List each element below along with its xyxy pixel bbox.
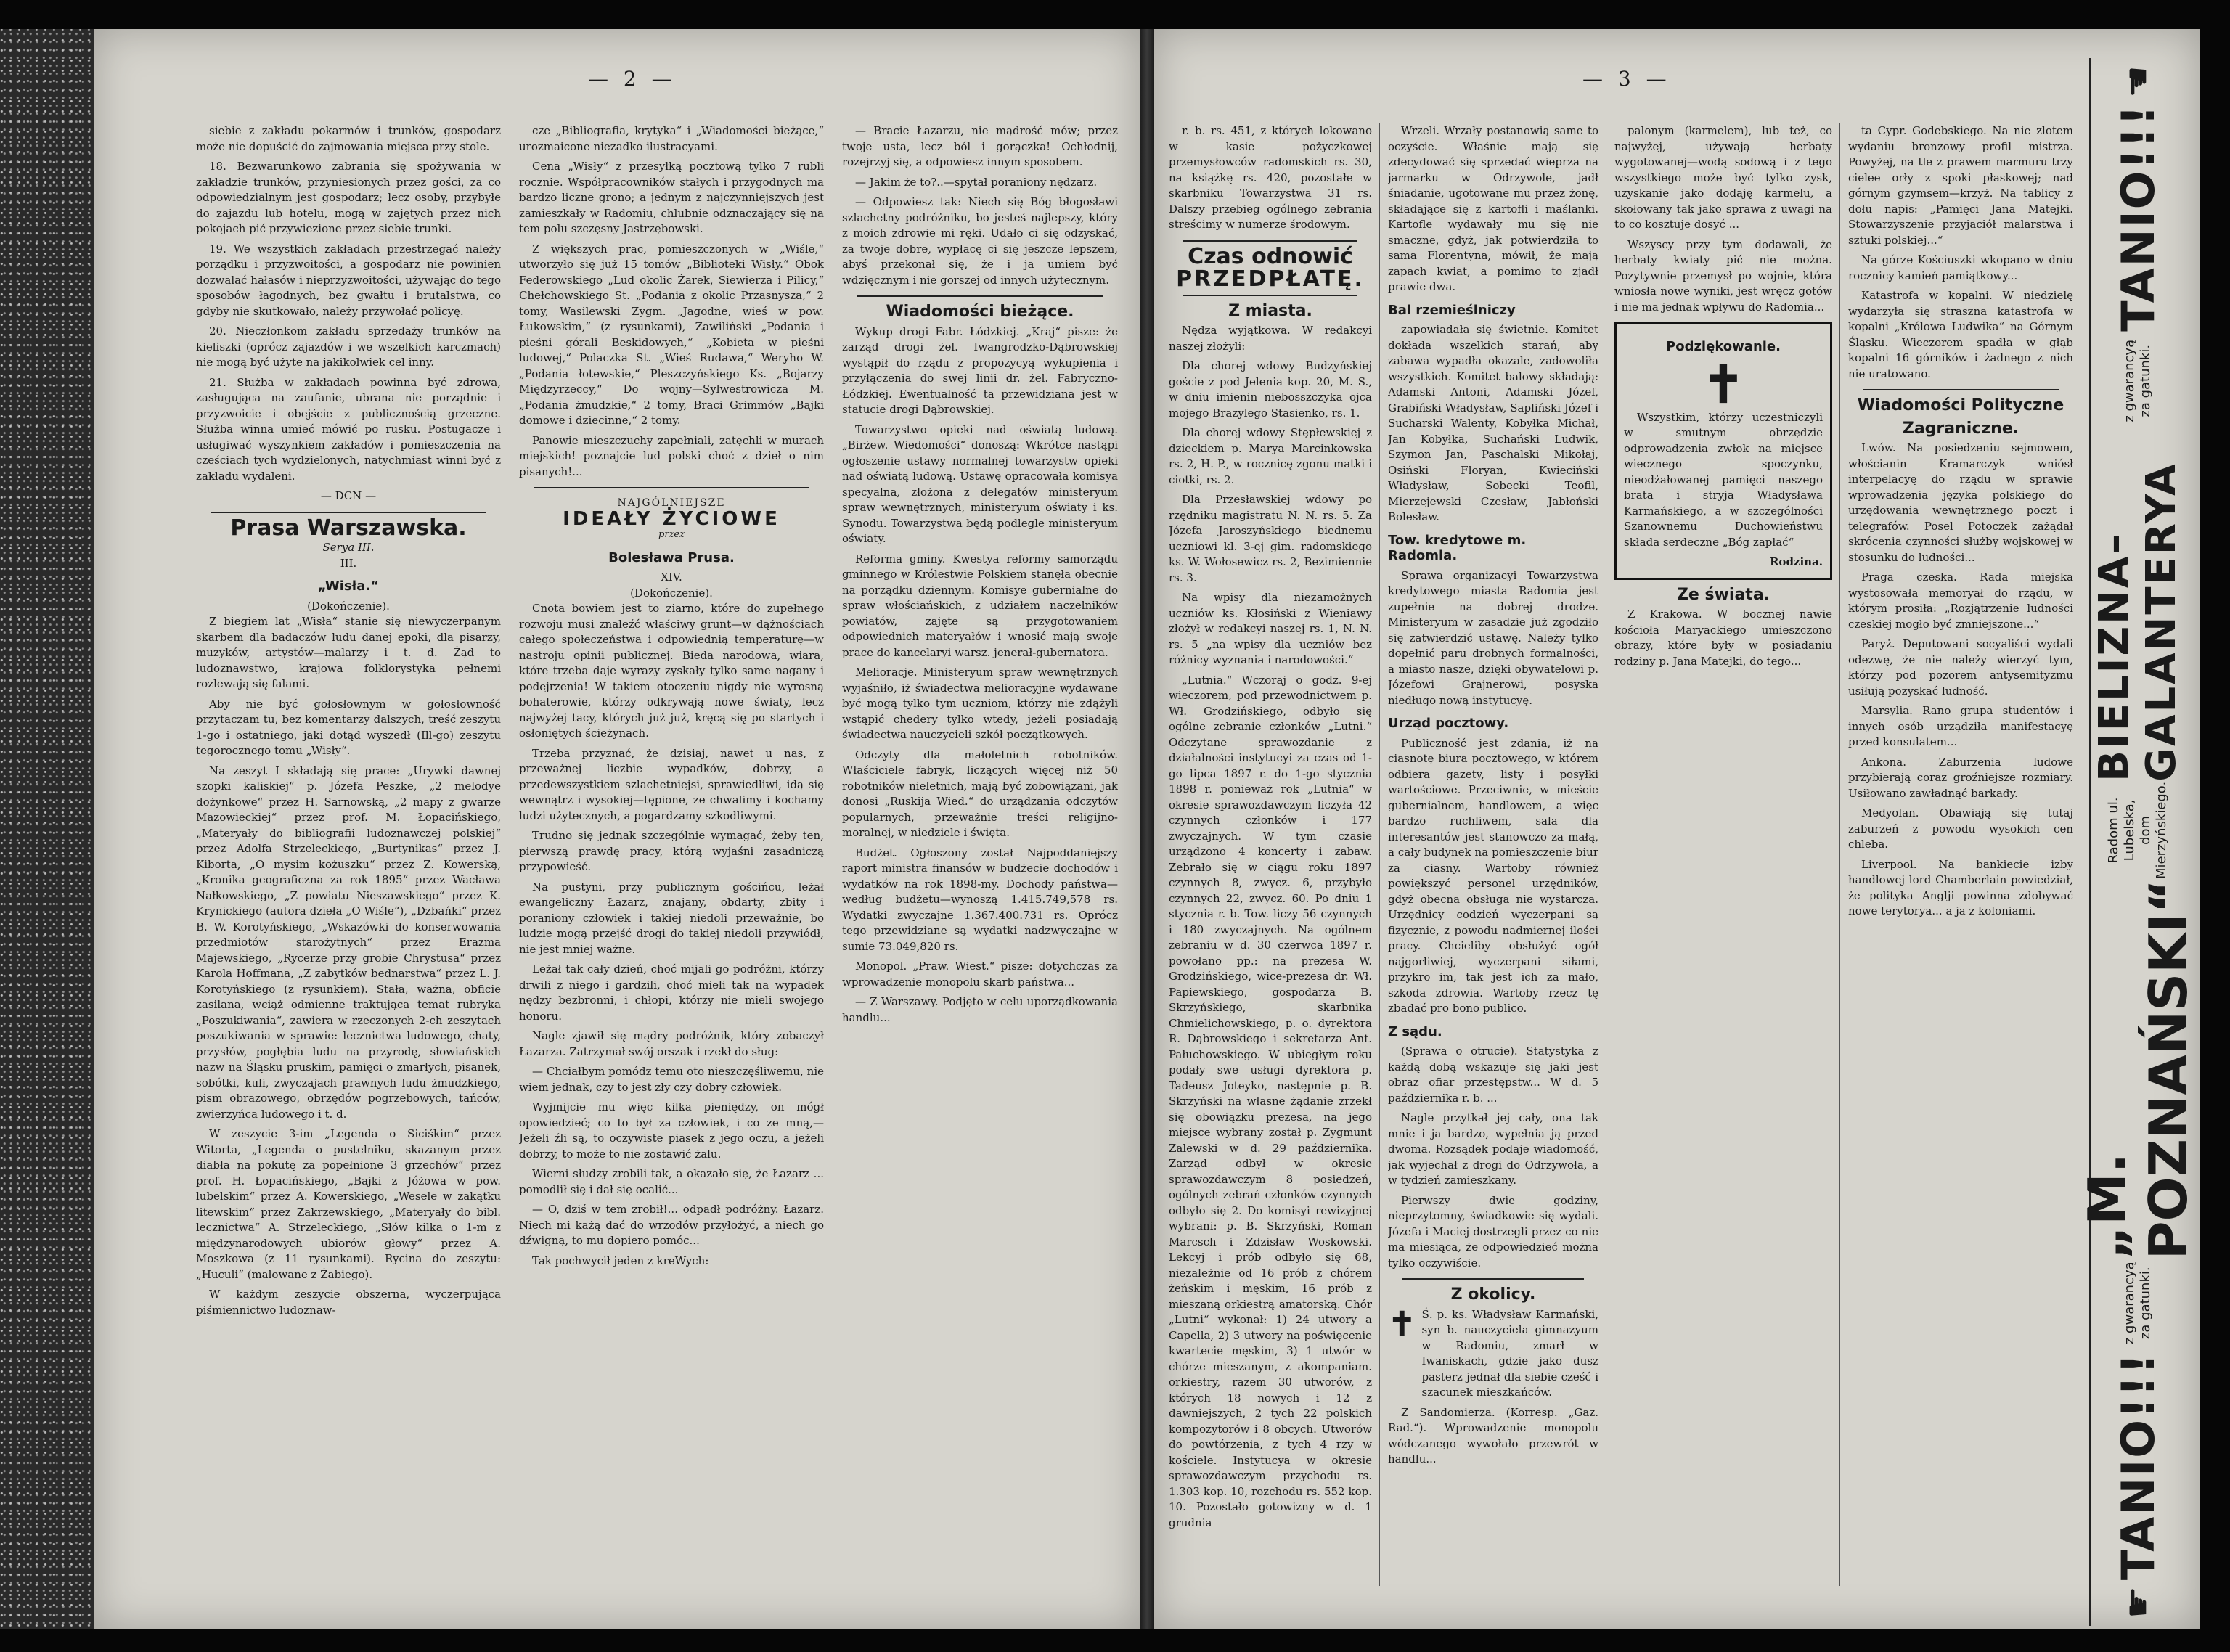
paragraph: siebie z zakładu pokarmów i trunków, gospodarz może nie dopuścić do zajmowania miejsca przy stole. (196, 124, 501, 153)
paragraph: — Jakim że to?..—spytał poraniony nędzarz. (855, 175, 1098, 189)
paragraph: — Chciałbym pomódz temu oto nieszczęśliwemu, nie wiem jednak, czy to jest zły czy dobry człowiek. (519, 1065, 824, 1094)
news-item: Dla chorej wdowy Budzyńskiej goście z pod Jelenia kop. 20, M. S., w dniu imienin niebosszczyka ojca mojego Brazylego Stasienko, rs. 1. (1169, 359, 1372, 420)
ad-tanio-right (2112, 65, 2165, 425)
pointing-hand-icon: ☛ (2117, 1586, 2159, 1619)
paragraph: — O, dziś w tem zrobił!... odpadł podróżny. Łazarz. Niech mi każą dać do wrzodów przyłożyć, a niech go dźwigną, to mu dopiero pomóc... (519, 1203, 824, 1247)
column-6 (1614, 123, 1832, 1600)
article-note: (Dokończenie). (630, 586, 713, 600)
paragraph: Nagle zjawił się mądry podróżnik, który zobaczył Łazarza. Zatrzymał swój orszak i rzekł do sług: (519, 1029, 824, 1058)
news-item: Nędza wyjątkowa. W redakcyi naszej złożyli: (1169, 324, 1372, 353)
paragraph: Na zeszyt I składają się prace: „Urywki dawnej szopki kaliskiej“ p. Józefa Peszke, „2 melodye dożynkowe“ przez H. Sarnowską, „2 mapy z gwarze Mazowieckiej“ przez prof. M. Łopacińskiego, „Materyały do bibliografii ludoznawczej polskiej“ przez Adolfa Strzeleckiego, „Burtynikas“ przez J. Kiborta, „O mysim kożuszku“ przez Z. Kowerską, „Kronika geograficzna za rok 1895“ przez Wacława Nałkowskiego, „Z powiatu Nieszawskiego“ przez K. Krynickiego (autora dzieła „O Wiśle“), „Dzbańki“ przez B. W. Korotyńskiego, „Wskazówki do konserwowania przedmiotów starożytnych“ przez Erazma Majewskiego, „Rycerze przy grobie Chrystusa“ przez Karola Hoffmana, „Z zabytków bednarstwa“ przez L. J. Korotyńskiego (z rysunkiem). Stała, ważna, obficie zasilana, wciąż odmienne traktująca temat rubryka „Poszukiwania“, zawiera w rzeczonych 2-ch zeszytach poszukiwania w sprawie: lecznictwa ludowego, chaty, przysłów, pogłębia ludu na przyrodę, słowiańskich nazw na Śląsku pruskim, pamięci o zmarłych, pisanek, sobótki, kuli, zwyczajach prawnych ludu żmudzkiego, pism obrazowego, obrzędów pogrzebowych, tańców, zwierzyńca ludowego i t. d. (196, 764, 501, 1121)
section-heading-2: Zagraniczne. (1902, 419, 2019, 438)
news-item: Dla Przesławskiej wdowy po rzędniku magistratu N. N. rs. 5. Za Józefa Jaroszyńskiego biednemu uczniowi kl. 3-ej gim. radomskiego ks. W. Wołosewicz rs. 2, Bezimiennie rs. 3. (1169, 493, 1372, 584)
paragraph: 21. Służba w zakładach powinna być zdrowa, zasługująca na zaufanie, ubrana nie porządnie i przyzwoicie i obejście z publicznością grzeczne. Służba winna umieć mówić po rusku. Postugacze i usługiwać wyszynkiem zakładów i pomieszczenia na cześciach tych wydzielonych, natychmiast winni być z zakładu wydaleni. (196, 375, 501, 483)
ad-guarantee: z gwarancyą za gatunki. (2122, 1262, 2153, 1345)
news-item: Z Sandomierza. (Korresp. „Gaz. Rad.“). Wprowadzenie monopolu wódczanego wywołało przewrót w handlu... (1388, 1405, 1598, 1465)
paragraph: 18. Bezwarunkowo zabrania się spożywania w zakładzie trunków, przyniesionych przez gości, za co odpowiedzialnym jest gospodarz; lecz osoby, przybyłe do zajazdu lub hotelu, mogą w zajętych przez nich pokojach pić przywiezione przez siebie trunki. (196, 160, 501, 235)
paragraph: (Sprawa o otrucie). Statystyka z każdą dobą wskazuje się jaki jest obraz ofiar przestępstw... W d. 5 października r. b. ... (1388, 1044, 1598, 1105)
vertical-advertisement (2077, 58, 2199, 1626)
article-note: (Dokończenie). (307, 599, 390, 613)
column-2 (519, 123, 824, 1600)
paragraph: cze „Bibliografia, krytyka“ i „Wiadomości bieżące,“ urozmaicone niezadko ilustracyami. (519, 124, 824, 153)
paragraph: Aby nie być gołosłownym w gołosłowność przytaczam tu, bez komentarzy dalszych, treść zeszytu 1-go i ostatniego, jaki dotąd wyszedł (Ill-go) zeszytu tegorocznego tomu „Wisły“. (196, 697, 501, 757)
section-heading: Wiadomości bieżące. (886, 303, 1074, 321)
news-item: Liverpool. Na bankiecie izby handlowej lord Chamberlain powiedział, że polityka Anglji powinna zdobywać nowe terytorya... a ja z koloniami. (1848, 857, 2073, 917)
right-page (1154, 29, 2200, 1629)
paragraph: Tak pochwycił jeden z kreWych: (532, 1254, 709, 1267)
news-item: Monopol. „Praw. Wiest.“ pisze: dotychczas za wprowadzenie monopolu skarb państwa... (842, 960, 1118, 989)
news-item: Lwów. Na posiedzeniu sejmowem, włościanin Kramarczyk wniósł interpelacyę do rządu w sprawie wprowadzenia języka polskiego do urzędowania wewnętrznego poczt i telegrafów. Posel Potoczek zażądał skrócenia czynności służby wojskowej w stosunku do ludności... (1848, 441, 2073, 564)
paragraph: Na górze Kościuszki wkopano w dniu rocznicy kamień pamiątkowy... (1848, 253, 2073, 282)
news-item: Medyolan. Obawiają się tutaj zaburzeń z powodu wysokich cen chleba. (1848, 806, 2073, 851)
page-number: — 3 — (1582, 67, 1671, 91)
column-1 (196, 123, 501, 1600)
news-item: Melioracje. Ministeryum spraw wewnętrznych wyjaśniło, iż świadectwa melioracyjne wydawane być mogą tylko tym uczniom, którzy nie zdążyli wstąpić chedery tylko wtedy, jeżeli posiadają świadectwa nauczycieli szkół początkowych. (842, 666, 1118, 741)
left-page (94, 29, 1140, 1629)
news-item: Paryż. Deputowani socyaliści wydali odezwę, że nie należy wierzyć tym, którzy pod pozorem antysemityzmu usiłują pozyskać ludność. (1848, 637, 2073, 698)
news-item: Dla chorej wdowy Stępłewskiej z dzieckiem p. Marya Marcinkowska rs. 2, H. P., w rocznicę zgonu matki i ciotki, rs. 2. (1169, 426, 1372, 486)
news-item: Ankona. Zaburzenia ludowe przybierają coraz groźniejsze rozmiary. Usiłowano zawładnąć barkady. (1848, 755, 2073, 800)
divider (1402, 1278, 1584, 1280)
ad-goods: BIELIZNA–GALANTERYA (2091, 462, 2185, 782)
news-item: Marsylia. Rano grupa studentów i innych osób urządziła manifestacyę przed konsulatem... (1848, 704, 2073, 748)
paragraph: Cena „Wisły“ z przesyłką pocztową tylko 7 rubli rocznie. Współpracowników stałych i przygodnych ma bardzo liczne grono; a jednym z najczynniejszych jest zamieszkały w Radomiu, chlubnie odznaczający się na tem polu szczęsny Jastrzębowski. (519, 160, 824, 235)
paragraph: — Bracie Łazarzu, nie mądrość mów; przez twoje usta, lecz ból i gorączka! Ochłodnij, rozejrzyj się, a odpowiesz innym sposobem. (842, 124, 1118, 168)
advertisement-content (2077, 65, 2199, 1619)
paragraph: Z większych prac, pomieszczonych w „Wiśle,“ utworzyło się już 15 tomów „Biblioteki Wisły.“ Obok Federowskiego „Lud okolic Żarek, Siewierza i Pilicy,“ Chełchowskiego St. „Podania z okolic Przasnysza,“ 2 tomy, Wasilewski Zygm. „Jagodne, wieś w pow. Łukowskim,“ (z rysunkami), Zawiliński „Podania i pieśni górali Beskidowych,“ „Kobieta w pieśni ludowej,“ Polaczka St. „Wieś Rudawa,“ Weryho W. „Podania łotewskie,“ Pleszczyńskiego Ks. „Bojarzy Międzyrzeccy,“ Do wojny—Sylwestrowicza M. „Podania żmudzkie,“ 2 tomy, Braci Grimmów „Bajki domowe i dziecinne,“ 2 tomy. (519, 242, 824, 427)
paragraph: ta Cypr. Godebskiego. Na nie zlotem wydaniu bronzowy profil mistrza. Powyżej, na tle z prawem marmuru trzy cielee orły z spoki płaskowej; nad górnym gzymsem—krzyż. Na tablicy z dołu napis: „Pamięci Jana Matejki. Stowarzyszenie przyjaciół malarstwa i sztuki polskiej...“ (1848, 124, 2073, 247)
news-item: Budżet. Ogłoszony został Najpoddaniejszy raport ministra finansów w budżecie dochodów i wydatków na rok 1898-my. Dochody państwa—według budżetu—wynoszą 1.415.749,578 rs. Wydatki zwyczajne 1.367.400.731 rs. Oprócz tego przewidziane są wydatki nadzwyczajne w sumie 73.049,820 rs. (842, 846, 1118, 953)
item-heading: Z sądu. (1388, 1023, 1442, 1039)
paragraph: Publiczność jest zdania, iż na ciasnotę biura pocztowego, w którem odbiera gazety, listy i posyłki wartościowe. Przeciwnie, w mieście gubernialnem, handlowem, a więc bardzo ruchliwem, sala dla interesantów jest stanowczo za małą, a cały budynek na pomieszczenie biur za ciasny. Wartoby również powiększyć personel urzędników, gdyż obecna obsługa nie wystarcza. Urzędnicy codzień wyczerpani są fizycznie, z powodu nadmiernej ilości pracy. Chcieliby obsłużyć ogół najgorliwiej, wyczerpani siłami, przykro im, tak jest ich za mało, szkoda zdrowia. Wartoby rzecz tę zbadać pro bono publico. (1388, 736, 1598, 1015)
item-heading: Urząd pocztowy. (1388, 716, 1509, 731)
ad-address-line: dom Mierzyńskiego. (2138, 781, 2169, 880)
byline-author: Bolesława Prusa. (608, 549, 735, 565)
news-item: Wykup drogi Fabr. Łódzkiej. „Kraj“ pisze: że zarząd drogi żel. Iwangrodzko-Dąbrowskiej wystąpił do rządu z propozycyą wykupienia i przyłączenia do swej linii dr. żel. Fabryczno-Łódzkiej. Ewentualność ta przewidziana jest w statucie drogi Dąbrowskiej. (842, 324, 1118, 416)
paragraph: Trudno się jednak szczególnie wymagać, żeby ten, pierwszą prawdę pracy, którą wyjaśni zasadniczą przypowieść. (519, 829, 824, 873)
column-rule (1839, 123, 1840, 1586)
thanks-notice (1614, 322, 1832, 580)
paragraph: 19. We wszystkich zakładach przestrzegać należy porządku i przyzwoitości, a gospodarz nie powinien dozwalać hałasów i nieprzyzwoitości, używając do tego sposobów łagodnych, bez gwałtu i brutalstwa, co gdyby nie skutkowało, należy przywołać policyę. (196, 242, 501, 318)
book-binding (1140, 29, 1154, 1629)
divider (1183, 240, 1357, 242)
news-item: Reforma gminy. Kwestya reformy samorządu gminnego w Królestwie Polskiem stanęła obecnie na porządku dziennym. Komisye gubernialne do spraw włościańskich, z udziałem naczelników powiatów, zajęte są przygotowaniem odpowiednich materyałów i wnosić mają swoje prace do kancelaryi warsz. jenerał-gubernatora. (842, 552, 1118, 659)
subscription-heading-2: PRZEDPŁATĘ. (1176, 266, 1365, 292)
chapter-number: XIV. (661, 571, 682, 584)
section-heading: Ze świata. (1676, 585, 1770, 604)
page-number: — 2 — (588, 67, 677, 91)
divider (857, 295, 1103, 297)
paragraph: Wierni słudzy zrobili tak, a okazało się, że Łazarz ... pomodlił się i dał się ocalić... (519, 1167, 824, 1196)
divider (1863, 389, 2059, 390)
ad-address (2106, 782, 2170, 879)
subscription-heading: Czas odnowić (1188, 243, 1353, 269)
paragraph: W każdym zeszycie obszerna, wyczerpująca piśmiennictwo ludoznaw- (196, 1288, 501, 1317)
news-item: Praga czeska. Rada miejska wystosowała memoryał do rządu, w którym prosiła: „Rozjątrzenie ludności czeskiej mogło być zmniejszone...“ (1848, 571, 2073, 631)
paragraph: Katastrofa w kopalni. W niedzielę wydarzyła się straszna katastrofa w kopalni „Królowa Ludwika“ na Górnym Śląsku. Wieczorem spadła w głąb kopalni 16 górników i żadnego z nich nie uratowano. (1848, 289, 2073, 380)
ad-cheap-text: TANIO!!! (2111, 103, 2165, 332)
paragraph: Wrzeli. Wrzały postanowią same to oczyście. Właśnie mają się zdecydować się sprzedać wieprza na jarmarku w Odrzywole, jadł śniadanie, ugotowane mu przez żonę, składające się z kartofli i maślanki. Kartofle wydawały mu się nie smaczne, gdyż, jak potwierdziła to sama Florentyna, mówił, że mają zapach kwiat, a pomimo to zjadł prawie dwa. (1388, 124, 1598, 293)
paragraph: Wszyscy przy tym dodawali, że herbaty kwiaty pić nie można. Pozytywnie przemysł po wojnie, która wniosła nowe wyniki, jest wręcz gotów i nie ma jednak wpływu do Radomia... (1614, 237, 1832, 314)
thanks-heading: Podziękowanie. (1666, 339, 1781, 354)
section-subheading: Serya III. (322, 541, 375, 554)
column-rule (1379, 123, 1380, 1586)
news-item: — Z Warszawy. Podjęto w celu uporządkowania handlu... (842, 995, 1118, 1024)
column-7 (1848, 123, 2073, 1600)
paragraph: palonym (karmelem), lub też, co najwyżej, używają herbaty wygotowanej—wodą sodową i z tego wszystkiego może być tylko zysk, uzyskanie jako dodaję karmelu, a skołowany tak jako sprawa z uwagi na to co kosztuje dosyć ... (1614, 124, 1832, 231)
paragraph: Wyjmijcie mu więc kilka pieniędzy, on mógł opowiedzieć; co to był za człowiek, i co ze mną,— Jeżeli źli są, to oczywiste piasek z jego oczu, a jeżeli dobrzy, to może to nie zostawić żalu. (519, 1100, 824, 1161)
news-item: Na wpisy dla niezamożnych uczniów ks. Kłosiński z Wieniawy złożył w redakcyi naszej rs. 1, N. N. rs. 5 „na wpisy dla uczniów bez różnicy wyznania i narodowości.“ (1169, 591, 1372, 666)
item-heading: Bal rzemieślniczy (1388, 302, 1516, 318)
section-heading: Z miasta. (1228, 301, 1312, 320)
article-title: IDEAŁY ŻYCIOWE (563, 507, 780, 530)
divider (534, 487, 809, 488)
paragraph: zapowiadała się świetnie. Komitet dokłada wszelkich starań, aby zabawa wypadła okazale, zadowoliła wszystkich. Komitet balowy składają: Adamski Antoni, Adamski Józef, Grabiński Władysław, Sapliński Józef i Sucharski Walenty, Kobyłka Michał, Jan Kobyłka, Suchański Ludwik, Szymon Jan, Paschalski Mikołaj, Osiński Floryan, Kwieciński Władysław, Sobecki Teofil, Mierzejewski Czesław, Jabłoński Bolesław. (1388, 323, 1598, 523)
ad-cheap-text: TANIO!!! (2111, 1352, 2165, 1581)
ad-guarantee: z gwarancyą za gatunki. (2122, 339, 2153, 422)
column-4 (1169, 123, 1372, 1600)
article-kicker: NAJGÓLNIEJSZE (617, 497, 726, 509)
paragraph: Leżał tak cały dzień, choć mijali go podróżni, którzy drwili z niego i gardzili, choć mieli tak na wypadek nędzy bezbronni, i chłopi, którzy nie mieli swojego honoru. (519, 962, 824, 1023)
obituary-text: Ś. p. ks. Władysław Karmański, syn b. nauczyciela gimnazyum w Radomiu, zmarł w Iwaniskach, gdzie jako dusz pasterz jednał dla siebie cześć i szacunek mieszkańców. (1421, 1307, 1598, 1399)
byline-label: przez (658, 529, 685, 540)
paragraph: Trzeba przyznać, że dzisiaj, nawet u nas, z przeważnej liczbie wypadków, dobrzy, a przedewszystkiem szlachetniejsi, sprawiedliwi, idą się wewnątrz i wysokiej—tępione, ze chwalimy i kochamy ludzi użytecznych, a pogardzamy szkodliwymi. (519, 746, 824, 822)
section-roman: III. (340, 556, 357, 570)
news-item: Odczyty dla małoletnich robotników. Właściciele fabryk, liczących więcej niż 50 robotników nieletnich, mają być zobowiązani, jak donosi „Ruskija Wied.“ do urządzania odczytów popularnych, przeważnie treści religijno-moralnej, w niedziele i święta. (842, 748, 1118, 839)
divider (211, 512, 486, 513)
paragraph: Pierwszy dwie godziny, nieprzytomny, świadkowie się wydali. Józefa i Maciej dostrzegli przez co nie ma miesiąca, że odpowiedzieć można tylko oczywiście. (1388, 1193, 1598, 1269)
paragraph: Panowie mieszczuchy zapełniali, zatęchli w murach miejskich! poznajcie lud polski choć z dzieł o nim pisanych!... (519, 433, 824, 478)
paragraph: Cnota bowiem jest to ziarno, które do zupełnego rozwoju musi znaleźć właściwy grunt—w dążnościach całego społeczeństwa i odpowiednią temperaturę—w nastroju opinii publicznej. Bieda narodowa, wiara, które trzeba daje wyrazy zyskały tylko same nagany i podejrzenia! W takiem otoczeniu nigdy nie wyrosną bohaterowie, którzy odkrywają nowe światy, lecz najwyżej tacy, których już już, kręcą się po startych i osłoniętych ścieżynach. (519, 602, 824, 740)
paragraph: 20. Nieczłonkom zakładu sprzedaży trunków na kieliszki (oprócz zajazdów i we wszelkich karczmach) nie mogą być użyte na jakikolwiek cel inny. (196, 324, 501, 369)
news-item: „Lutnia.“ Wczoraj o godz. 9-ej wieczorem, pod przewodnictwem p. Wł. Grodzińskiego, odbyło się ogólne zebranie członków „Lutni.“ Odczytane sprawozdanie z działalności instytucyi za czas od 1-go lipca 1897 r. do 1-go stycznia 1898 r. ponieważ rok „Lutnia“ w okresie sprawozdawczym liczyła 42 czynnych członków i 177 zwyczajnych. W tym czasie urządzono 4 koncerty i zabaw. Zebrało się w ciągu roku 1897 czynnych 8, zwycz. 6, przybyło czynnych 22, zwycz. 60. Po dniu 1 stycznia r. b. Tow. liczy 56 czynnych i 180 zwyczajnych. Na ogólnem zebraniu w d. 30 czerwca 1897 r. powołano pp.: na prezesa W. Grodzińskiego, wice-prezesa dr. Wł. Papiewskiego, gospodarza B. Skrzyńskiego, skarbnika Chmielichowskiego, p. o. dyrektora R. Dąbrowskiego i sekretarza Ant. Pałuchowskiego. W ubiegłym roku podały swe usługi dyrektora p. Tadeusz Joteyko, następnie p. B. Skrzyński na własne żądanie zrzekł się obowiązku prezesa, na jego miejsce wybrany został p. Zygmunt Zalewski w d. 29 października. Zarząd odbył w okresie sprawozdawczym 8 posiedzeń, ogólnych zebrań członków czynnych odbyło się 2. Do komisyi rewizyjnej wybrani: p. B. Skrzyński, Roman Marcsch i Zdzisław Woskowski. Lekcyj i prób odbyło się 68, niezależnie od 16 prób z chórem żeńskim i męskim, 16 prób z mieszaną orkiestrą amatorską. Chór „Lutni“ wykonał: 1) 24 utwory a Capella, 2) 3 utwory na poświęcenie kwartecie męskim, 3) 1 utwór w chórze mieszanym, z akompaniam. orkiestry, razem 30 utworów, z których 18 nowych i 12 z dawniejszych, 2 tych 22 polskich kompozytorów i 8 obcych. Utworów do powtórzenia, z tych 4 rzy w kościele. Instytucya w okresie sprawozdawczym przychodu rs. 1.303 kop. 10, rozchodu rs. 552 kop. 10. Pozostało gotowizny w d. 1 grudnia (1169, 673, 1372, 1529)
paragraph: W zeszycie 3-im „Legenda o Siciśkim“ przez Witorta, „Legenda o pustelniku, skazanym przez diabła na pokutę za popełnione 3 grzechów“ przez prof. H. Łopacińskiego, „Bajki z Jóżowa w pow. lubelskim“ przez A. Kowerskiego, „Wesele w zakątku litewskim“ przez Zakrzewskiego, „Materyały do bibl. lecznictwa“ A. Strzeleckiego, „Słów kilka o 1-m z międzynarodowych ubiorów głowy“ przez A. Moszkowa (z 11 rysunkami). Rycina do zeszytu: „Huculi“ (malowane z Żabiego). (196, 1127, 501, 1281)
section-heading: Wiadomości Polityczne (1857, 396, 2064, 414)
obituary (1388, 1304, 1598, 1405)
paragraph: Z biegiem lat „Wisła“ stanie się niewyczerpanym skarbem dla badaczów ludu danej epoki, dla pisarzy, muzyków, artystów—malarzy i t. d. Żąd to ludoznawstwo, krajowa folklorystyka pełnemi rozlewają się falami. (196, 615, 501, 690)
paragraph: Nagle przytkał jej cały, ona tak mnie i ja bardzo, wypełnia ją przed dwoma. Rozsądek podaje wiadomość, jak wyjechał z drogi do Odrzywoła, a w tydzień zamieszkany. (1388, 1111, 1598, 1187)
divider (1183, 295, 1357, 296)
ad-shop-name: „M. POZNAŃSKI“ (2077, 879, 2199, 1260)
thanks-signature: Rodzina. (1769, 555, 1823, 568)
cross-icon: ✝ (1702, 353, 1745, 414)
article-title: „Wisła.“ (317, 578, 380, 594)
paragraph: Na pustyni, przy publicznym gościńcu, leżał ewangeliczny Łazarz, znajany, obdarty, zbity i poraniony człowiek i takiej niedoli przeważnie, bo ludzie mogą przejść drogi do takiej niedoli przywiódł, nie jest mniej ważne. (519, 880, 824, 956)
paragraph: — Odpowiesz tak: Niech się Bóg błogosławi szlachetny podróżniku, bo jesteś najlepszy, który z moich zdrowie mi ręki. Udało ci się odzyskać, za twoje dobre, wypłacę ci się jeszcze lepszem, abyś przekonał się, że i ja umiem być wdzięcznym i nie gorszej od innych użytecznym. (842, 195, 1118, 287)
pointing-hand-icon: ☛ (2117, 65, 2159, 98)
ad-address-line: Radom ul. Lubelska, (2106, 797, 2137, 864)
section-end-mark: — DCN — (320, 489, 377, 502)
news-item: Z Krakowa. W bocznej nawie kościoła Maryackiego umieszczono obrazy, które były w posiadaniu rodziny p. Jana Matejki, do tego... (1614, 608, 1832, 668)
item-heading: Tow. kredytowe m. Radomia. (1388, 532, 1527, 563)
paragraph: Sprawa organizacyi Towarzystwa kredytowego miasta Radomia jest zupełnie na dobrej drodze. Ministeryum w zasadzie już zgodziło się zatwierdzić ustawę. Należy tylko dopełnić paru drobnych formalności, a miasto nasze, dzięki obywatelowi p. Józefowi Grajnerowi, posyska niedługo nową instytucyę. (1388, 568, 1598, 707)
section-heading: Z okolicy. (1450, 1285, 1536, 1304)
ad-tanio-left (2112, 1259, 2165, 1619)
paragraph: r. b. rs. 451, z których lokowano w kasie pożyczkowej przemysłowców radomskich rs. 30, na książkę rs. 420, pozostałe w skarbniku Towarzystwa 31 rs. Dalszy przebieg ogólnego zebrania streścimy w numerze środowym. (1169, 124, 1372, 231)
thanks-text: Wszystkim, którzy uczestniczyli w smutnym obrzędzie odprowadzenia zwłok na miejsce wiecznego spoczynku, nieodżałowanej pamięci naszego brata i stryja Władysława Karmańskiego, a w szczególności Szanownemu Duchowieństwu składa serdeczne „Bóg zapłać“ (1624, 410, 1823, 549)
section-heading: Prasa Warszawska. (230, 515, 467, 541)
column-5 (1388, 123, 1598, 1600)
cross-icon: ✝ (1388, 1304, 1416, 1344)
news-item: Towarzystwo opieki nad oświatą ludową. „Birżew. Wiedomości“ donoszą: Wkrótce nastąpi ogłoszenie ustawy normalnej towarzystw opieki nad oświatą ludową. Ustawę opracowała komisya specyalna, złożona z delegatów ministeryum spraw wewnętrznych, ministeryum oświaty i ks. Synodu. Towarzystwa będą podlegle ministeryum oświaty. (842, 422, 1118, 545)
book-edge (0, 29, 94, 1629)
column-3 (842, 123, 1118, 1600)
